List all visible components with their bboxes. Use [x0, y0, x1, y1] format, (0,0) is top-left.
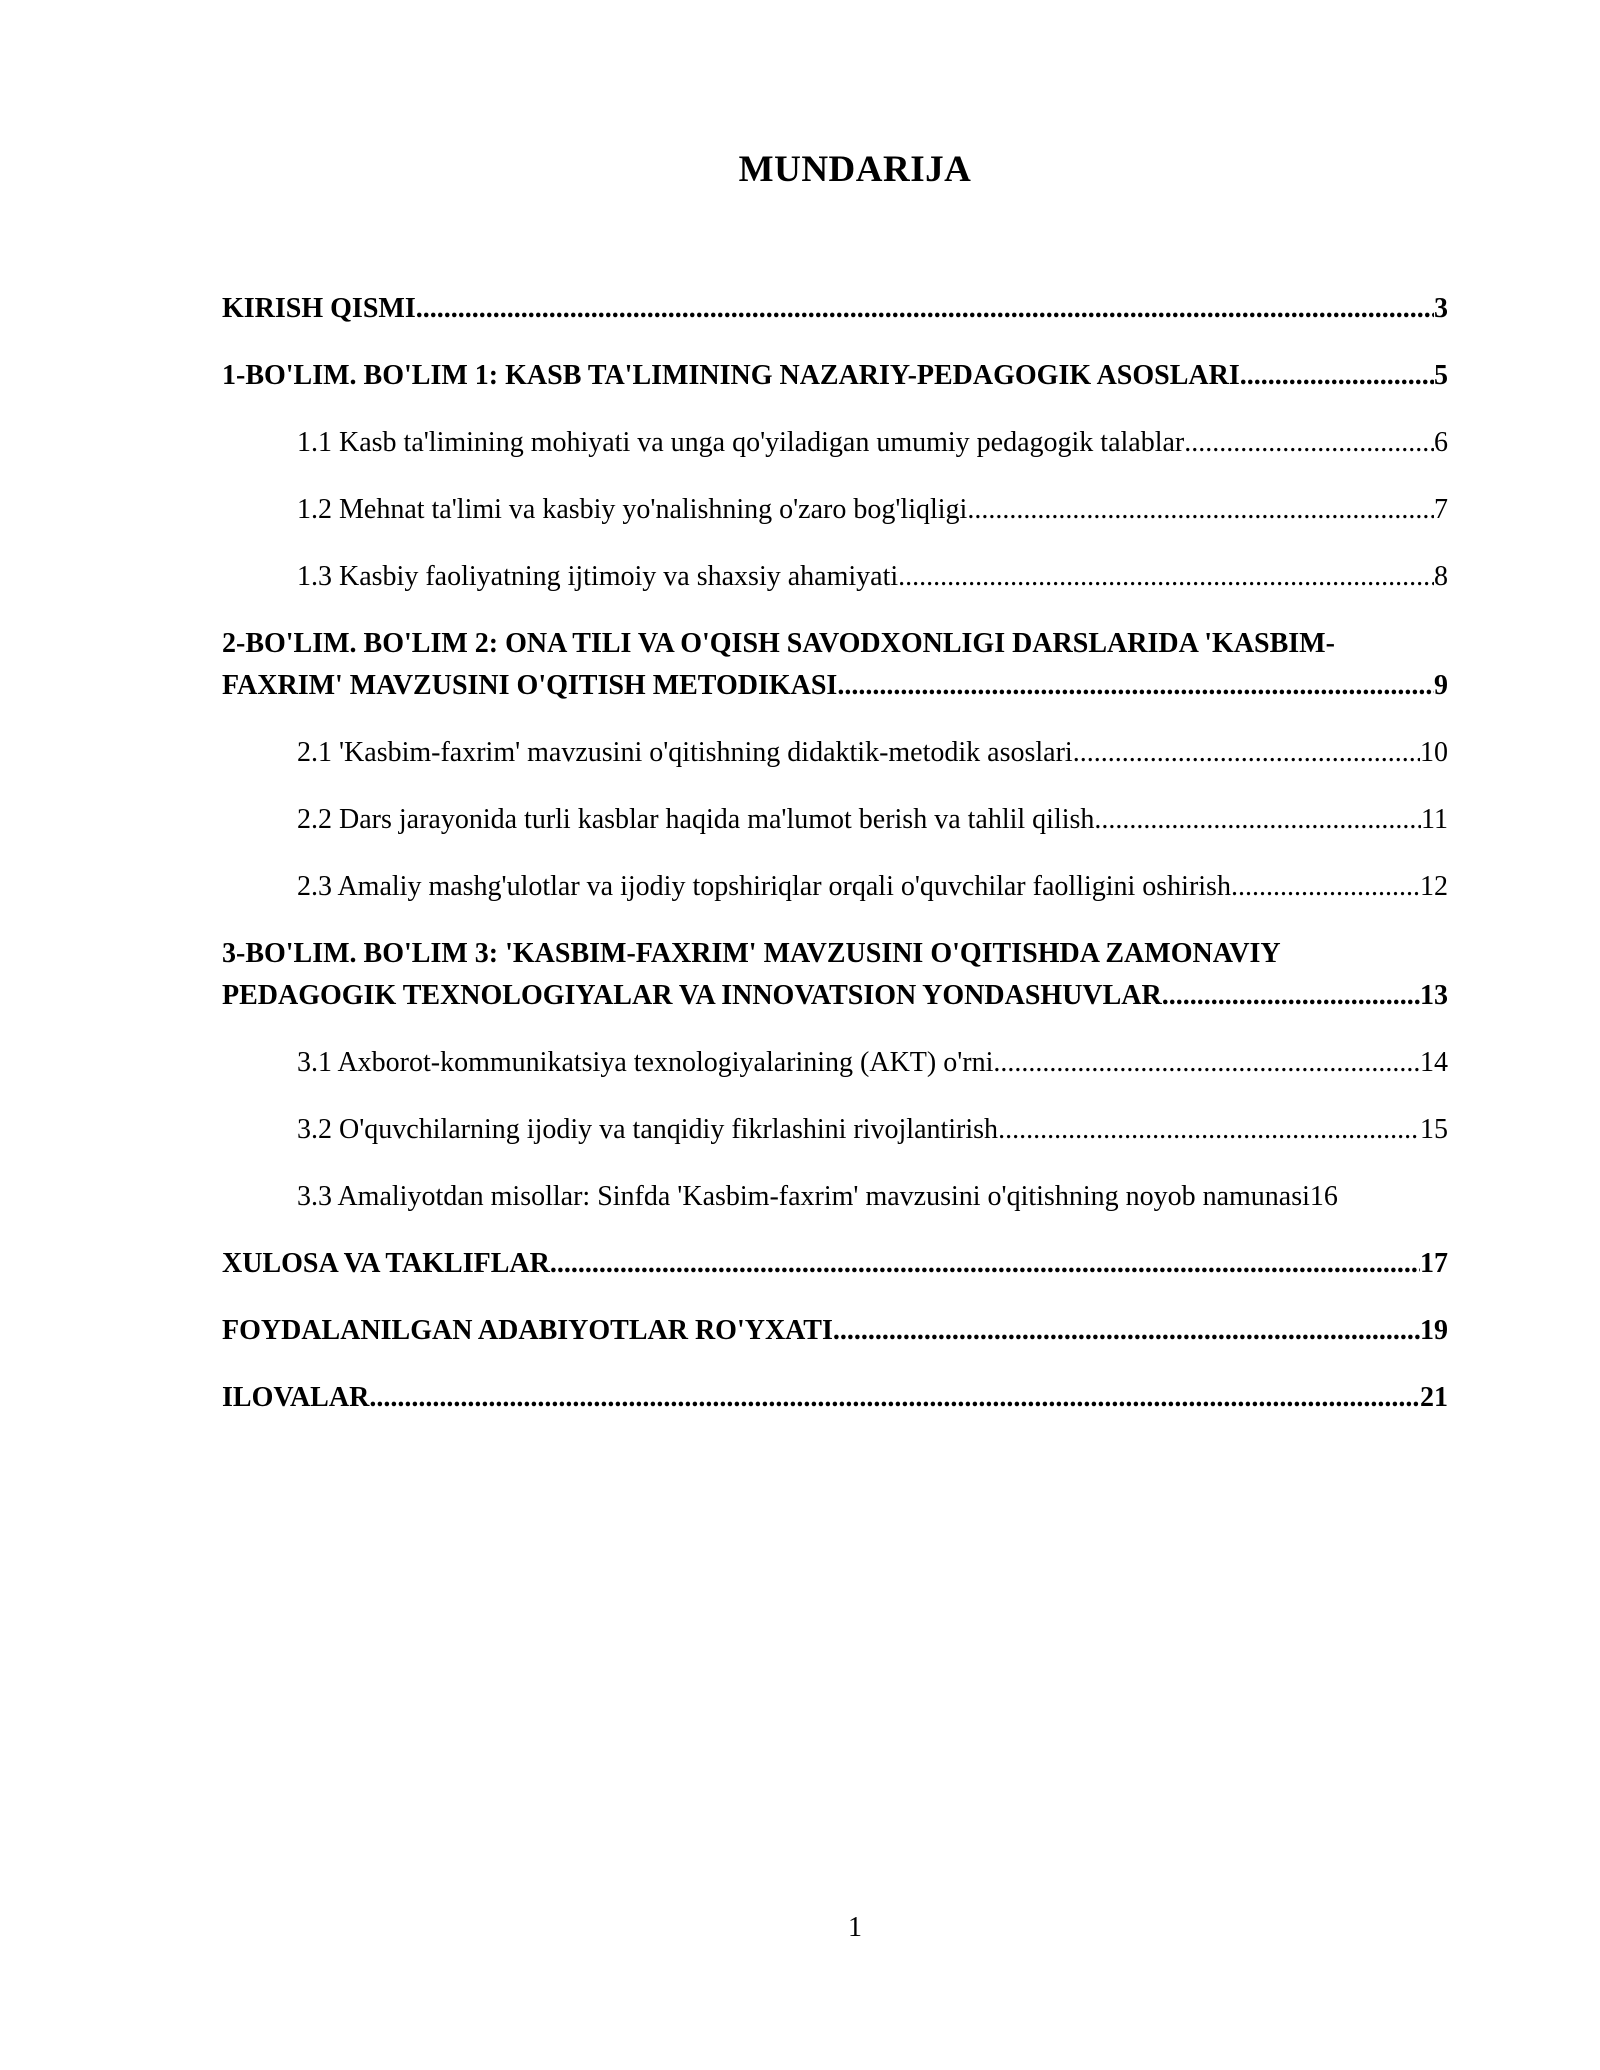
dot-leader [967, 489, 1434, 531]
toc-entry-text: 3.2 O'quvchilarning ijodiy va tanqidiy fikrlashini rivojlantirish [297, 1114, 999, 1145]
toc-entry-3-1[interactable] [222, 1042, 1448, 1084]
toc-entry-page: 15 [1420, 1114, 1448, 1145]
dot-leader [1162, 975, 1420, 1017]
dot-leader [993, 1042, 1420, 1084]
toc-entry-text: 3.3 Amaliyotdan misollar: Sinfda 'Kasbim-faxrim' mavzusini o'qitishning noyob namunasi [297, 1181, 1310, 1212]
toc-entry-text: 3.1 Axborot-kommunikatsiya texnologiyalarining (AKT) o'rni [297, 1047, 994, 1078]
toc-entry-page: 16 [1309, 1181, 1338, 1212]
dot-leader [416, 288, 1434, 330]
toc-entry-page: 10 [1420, 737, 1448, 768]
toc-entry-page: 11 [1421, 804, 1448, 835]
toc-entry-page: 5 [1434, 360, 1448, 391]
toc-entry-page: 21 [1420, 1382, 1448, 1413]
toc-entry-text: 1.1 Kasb ta'limining mohiyati va unga qo'yiladigan umumiy pedagogik talablar [297, 427, 1185, 458]
toc-entry-text: ILOVALAR [222, 1382, 370, 1413]
toc-entry-page: 13 [1420, 980, 1448, 1011]
toc-entry-bolim-3[interactable] [222, 933, 1448, 1017]
dot-leader [998, 1109, 1420, 1151]
dot-leader [837, 665, 1434, 707]
toc-entry-page: 12 [1420, 871, 1448, 902]
toc-entry-text: FOYDALANILGAN ADABIYOTLAR RO'YXATI [222, 1315, 833, 1346]
toc-entry-1-1[interactable] [222, 422, 1448, 464]
dot-leader [1094, 799, 1421, 841]
dot-leader [1240, 355, 1434, 397]
toc-entry-page: 8 [1434, 561, 1448, 592]
toc-entry-1-3[interactable] [222, 556, 1448, 598]
toc-entry-page: 14 [1420, 1047, 1448, 1078]
toc-entry-text: XULOSA VA TAKLIFLAR [222, 1248, 550, 1279]
toc-entry-text: 2.2 Dars jarayonida turli kasblar haqida ma'lumot berish va tahlil qilish [297, 804, 1095, 835]
dot-leader [1073, 732, 1420, 774]
toc-entry-3-3[interactable] [222, 1176, 1448, 1218]
toc-entry-text: 1.3 Kasbiy faoliyatning ijtimoiy va shaxsiy ahamiyati [297, 561, 899, 592]
toc-entry-bolim-2[interactable] [222, 623, 1448, 707]
toc-entry-text: 1-BO'LIM. BO'LIM 1: KASB TA'LIMINING NAZARIY-PEDAGOGIK ASOSLARI [222, 360, 1240, 391]
toc-entry-page: 17 [1420, 1248, 1448, 1279]
toc-entry-page: 6 [1434, 427, 1448, 458]
toc-entry-2-1[interactable] [222, 732, 1448, 774]
dot-leader [898, 556, 1434, 598]
page-title: MUNDARIJA [738, 149, 972, 190]
dot-leader [1231, 866, 1420, 908]
toc-entry-page: 19 [1420, 1315, 1448, 1346]
toc-entry-kirish[interactable] [222, 288, 1448, 330]
toc-entry-1-2[interactable] [222, 489, 1448, 531]
toc-entry-text: 2.1 'Kasbim-faxrim' mavzusini o'qitishning didaktik-metodik asoslari [297, 737, 1073, 768]
toc-entry-xulosa[interactable] [222, 1243, 1448, 1285]
toc-entry-page: 9 [1434, 670, 1448, 701]
dot-leader [1184, 422, 1434, 464]
toc-entry-text-line1: 3-BO'LIM. BO'LIM 3: 'KASBIM-FAXRIM' MAVZUSINI O'QITISHDA ZAMONAVIY [222, 938, 1281, 969]
toc-entry-2-2[interactable] [222, 799, 1448, 841]
dot-leader [550, 1243, 1420, 1285]
toc-entry-2-3[interactable] [222, 866, 1448, 908]
toc-entry-text: PEDAGOGIK TEXNOLOGIYALAR VA INNOVATSION YONDASHUVLAR [222, 980, 1162, 1011]
table-of-contents [222, 288, 1448, 1419]
toc-entry-ilovalar[interactable] [222, 1377, 1448, 1419]
toc-entry-adabiyotlar[interactable] [222, 1310, 1448, 1352]
toc-entry-text: KIRISH QISMI [222, 293, 416, 324]
toc-entry-bolim-1[interactable] [222, 355, 1448, 397]
toc-entry-page: 7 [1434, 494, 1448, 525]
page-number: 1 [848, 1912, 862, 1943]
toc-entry-page: 3 [1434, 293, 1448, 324]
dot-leader [833, 1310, 1420, 1352]
dot-leader [369, 1377, 1420, 1419]
toc-entry-text: 2.3 Amaliy mashg'ulotlar va ijodiy topshiriqlar orqali o'quvchilar faolligini oshirish [297, 871, 1231, 902]
toc-entry-text: FAXRIM' MAVZUSINI O'QITISH METODIKASI [222, 670, 838, 701]
toc-entry-3-2[interactable] [222, 1109, 1448, 1151]
toc-entry-text: 1.2 Mehnat ta'limi va kasbiy yo'nalishning o'zaro bog'liqligi [297, 494, 968, 525]
toc-entry-text-line1: 2-BO'LIM. BO'LIM 2: ONA TILI VA O'QISH SAVODXONLIGI DARSLARIDA 'KASBIM- [222, 628, 1335, 659]
